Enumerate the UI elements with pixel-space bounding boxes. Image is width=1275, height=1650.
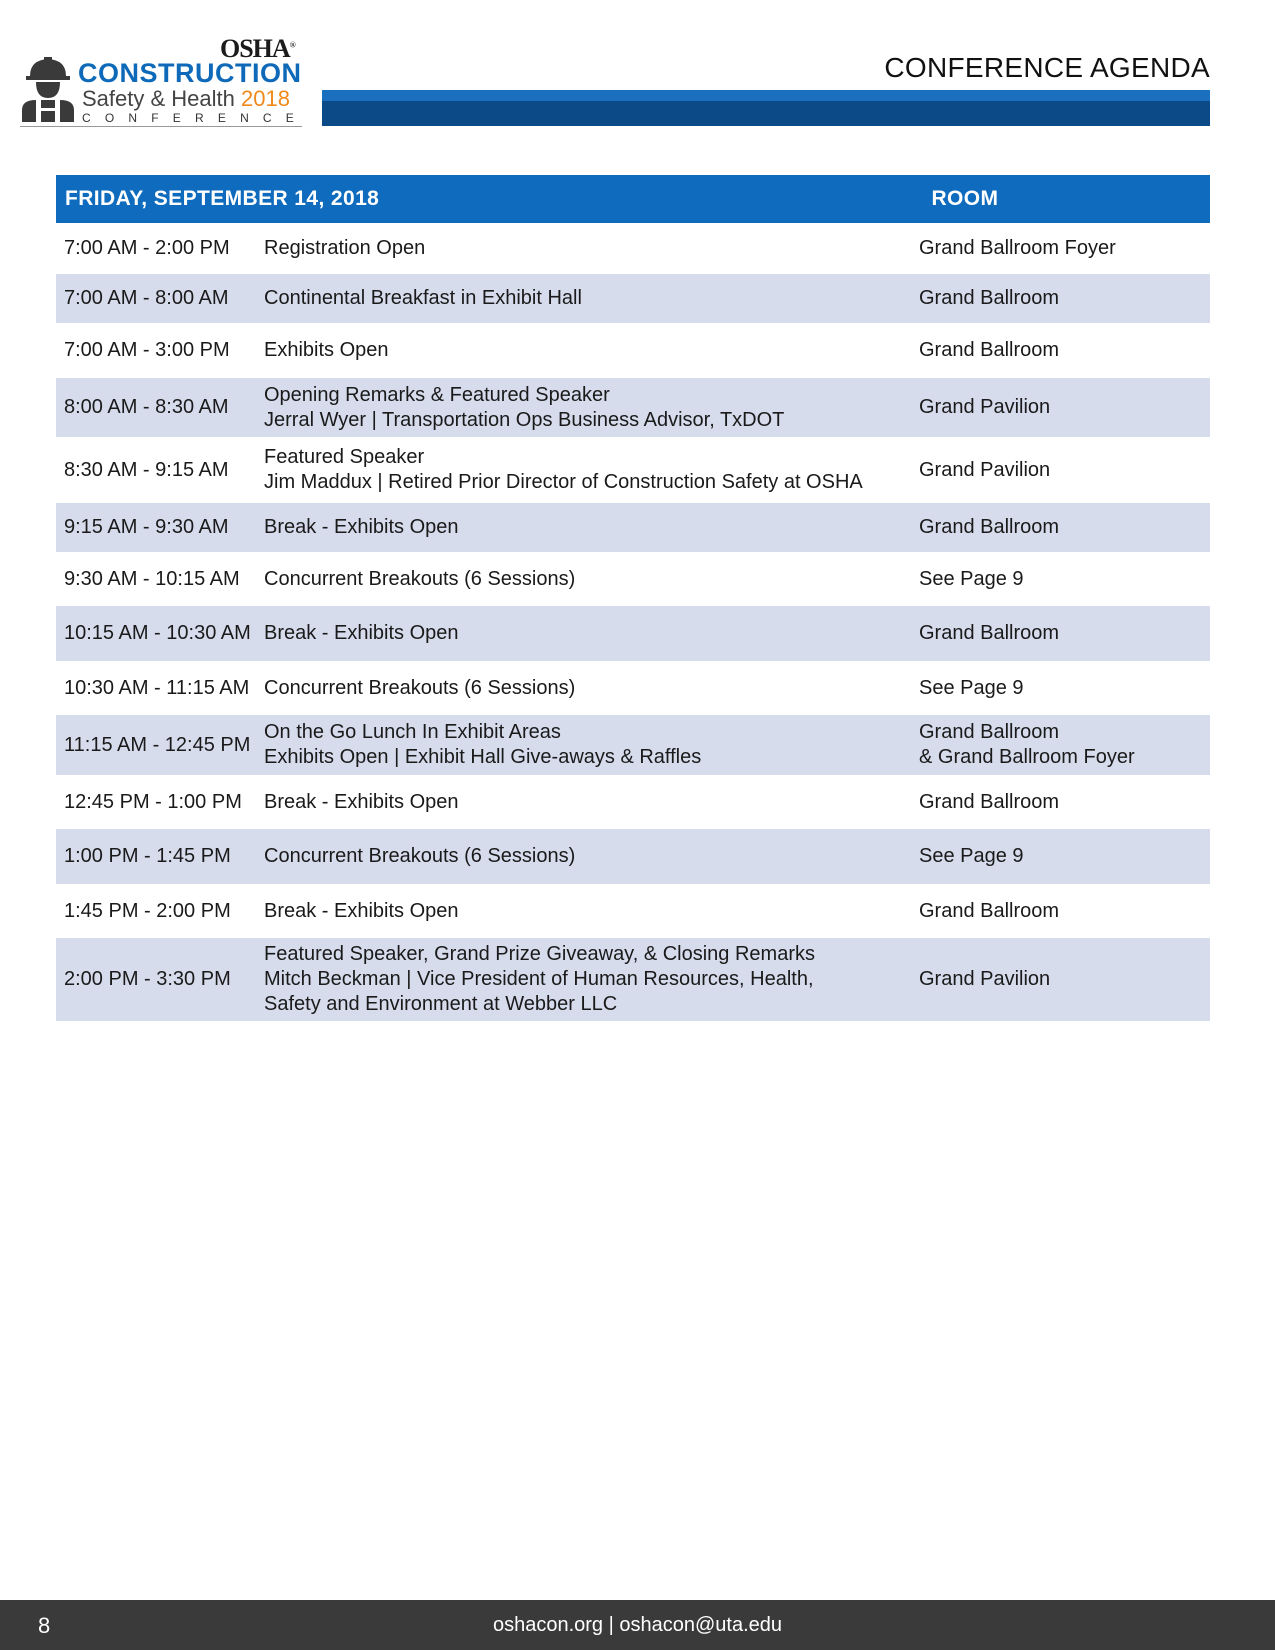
row-time: 11:15 AM - 12:45 PM (64, 733, 251, 756)
row-room (919, 236, 1199, 261)
agenda-row (56, 606, 1210, 661)
page-number: 8 (38, 1613, 51, 1638)
room-line: Grand Pavilion (919, 396, 1051, 418)
row-time: 9:15 AM - 9:30 AM (64, 516, 229, 538)
row-room (919, 567, 1199, 592)
room-line: See Page 9 (919, 845, 1024, 867)
room-line: Grand Pavilion (919, 458, 1051, 481)
event-line: Exhibits Open (264, 339, 389, 361)
page-title: CONFERENCE AGENDA (884, 52, 1210, 83)
construction-worker-icon (22, 56, 74, 122)
row-time: 10:30 AM - 11:15 AM (64, 676, 250, 699)
row-event (264, 844, 919, 869)
event-line: Safety and Environment at Webber LLC (264, 993, 618, 1015)
agenda-row (56, 715, 1210, 775)
room-line: See Page 9 (919, 676, 1024, 699)
footer (0, 1600, 1275, 1650)
event-line: Concurrent Breakouts (6 Sessions) (264, 845, 576, 867)
event-line: Mitch Beckman | Vice President of Human Resources, Health, (264, 968, 814, 990)
event-line: Exhibits Open | Exhibit Hall Give-aways & Raffles (264, 746, 702, 768)
room-line: Grand Ballroom (919, 516, 1060, 538)
title-bar (322, 90, 1210, 126)
row-room (919, 515, 1199, 540)
row-event (264, 567, 919, 592)
row-room (919, 676, 1199, 701)
room-line: Grand Ballroom Foyer (919, 237, 1116, 259)
row-event (264, 621, 919, 646)
event-line: Break - Exhibits Open (264, 899, 459, 922)
row-event (264, 899, 919, 924)
event-line: Featured Speaker (264, 446, 425, 468)
row-room (919, 844, 1199, 869)
agenda-row (56, 661, 1210, 715)
row-event (264, 445, 919, 495)
agenda-row (56, 323, 1210, 378)
room-line: Grand Ballroom (919, 721, 1060, 743)
logo-osha-text: OSHA® (220, 34, 295, 63)
row-time: 8:30 AM - 9:15 AM (64, 458, 229, 481)
agenda-row (56, 437, 1210, 503)
event-line: Jim Maddux | Retired Prior Director of Construction Safety at OSHA (264, 471, 863, 493)
agenda-row (56, 503, 1210, 552)
row-event (264, 515, 919, 540)
logo-divider (20, 126, 302, 127)
room-line: Grand Ballroom (919, 622, 1060, 644)
row-room (919, 967, 1199, 992)
agenda-row (56, 274, 1210, 323)
row-time: 8:00 AM - 8:30 AM (64, 396, 229, 418)
day-header: FRIDAY, SEPTEMBER 14, 2018 (65, 187, 380, 210)
event-line: Concurrent Breakouts (6 Sessions) (264, 567, 576, 590)
logo-conference-text: CONFERENCE (82, 111, 309, 125)
agenda-row (56, 829, 1210, 884)
row-time: 9:30 AM - 10:15 AM (64, 567, 240, 590)
room-line: Grand Pavilion (919, 968, 1051, 990)
room-header: ROOM (931, 187, 999, 210)
agenda-row (56, 938, 1210, 1021)
row-room (919, 458, 1199, 483)
row-time: 7:00 AM - 3:00 PM (64, 339, 230, 361)
agenda-row (56, 884, 1210, 938)
room-line: Grand Ballroom (919, 790, 1060, 813)
row-event (264, 383, 919, 433)
conference-logo (20, 34, 309, 128)
row-room (919, 338, 1199, 363)
room-line: Grand Ballroom (919, 899, 1060, 922)
agenda-row (56, 223, 1210, 274)
row-room (919, 621, 1199, 646)
event-line: On the Go Lunch In Exhibit Areas (264, 721, 561, 743)
event-line: Opening Remarks & Featured Speaker (264, 383, 610, 406)
row-room (919, 395, 1199, 420)
event-line: Continental Breakfast in Exhibit Hall (264, 287, 582, 309)
event-line: Registration Open (264, 237, 426, 259)
row-time: 2:00 PM - 3:30 PM (64, 968, 231, 990)
row-room (919, 899, 1199, 924)
agenda-row (56, 378, 1210, 437)
row-time: 7:00 AM - 8:00 AM (64, 287, 229, 309)
room-line: & Grand Ballroom Foyer (919, 746, 1135, 768)
row-event (264, 790, 919, 815)
row-event (264, 236, 919, 261)
row-event (264, 286, 919, 311)
event-line: Break - Exhibits Open (264, 790, 459, 813)
agenda-header-row (56, 175, 1210, 223)
row-time: 12:45 PM - 1:00 PM (64, 790, 242, 813)
row-room (919, 790, 1199, 815)
logo-year: 2018 (241, 86, 290, 111)
row-time: 1:00 PM - 1:45 PM (64, 845, 231, 867)
event-line: Featured Speaker, Grand Prize Giveaway, & Closing Remarks (264, 943, 815, 965)
agenda-table (56, 175, 1210, 1021)
row-event (264, 676, 919, 701)
row-event (264, 338, 919, 363)
row-event (264, 720, 919, 770)
event-line: Break - Exhibits Open (264, 516, 459, 538)
event-line: Jerral Wyer | Transportation Ops Business Advisor, TxDOT (264, 408, 785, 431)
agenda-row (56, 552, 1210, 606)
room-line: Grand Ballroom (919, 339, 1060, 361)
room-line: Grand Ballroom (919, 287, 1060, 309)
row-room (919, 720, 1199, 770)
row-time: 10:15 AM - 10:30 AM (64, 622, 251, 644)
row-event (264, 942, 919, 1017)
room-line: See Page 9 (919, 567, 1024, 590)
event-line: Break - Exhibits Open (264, 622, 459, 644)
agenda-row (56, 775, 1210, 829)
row-time: 1:45 PM - 2:00 PM (64, 899, 231, 922)
row-time: 7:00 AM - 2:00 PM (64, 237, 230, 259)
logo-construction-text: CONSTRUCTION (78, 58, 302, 88)
row-room (919, 286, 1199, 311)
agenda-rows (56, 223, 1210, 1021)
event-line: Concurrent Breakouts (6 Sessions) (264, 676, 576, 699)
logo-safety-health-text: Safety & Health 2018 (82, 86, 290, 111)
footer-contact: oshacon.org | oshacon@uta.edu (492, 1614, 783, 1636)
